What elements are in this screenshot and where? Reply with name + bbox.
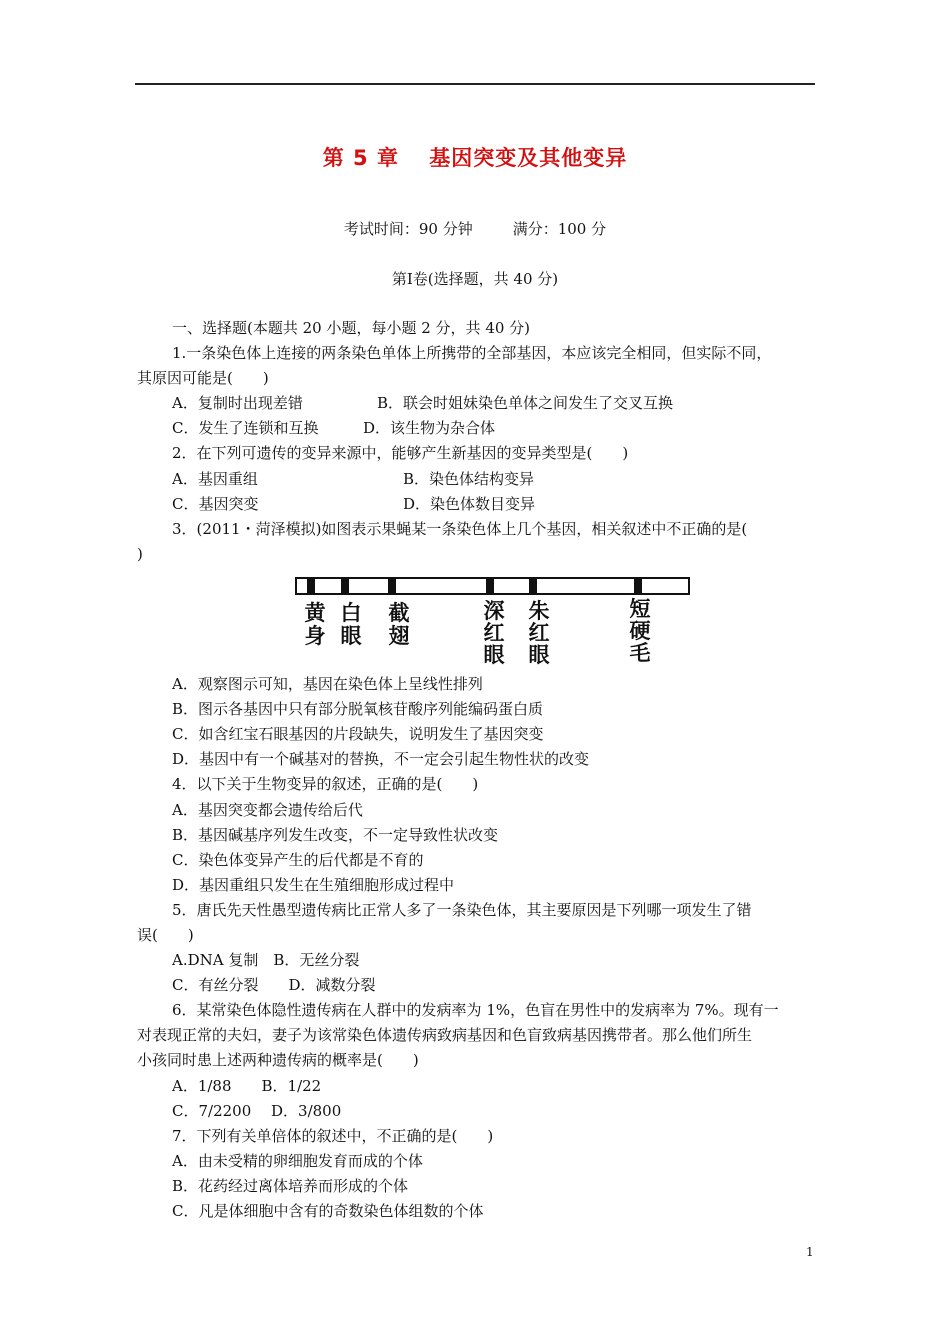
gene-label-3-char-1: 截 <box>388 601 410 625</box>
gene-label-1-char-2: 身 <box>304 624 326 648</box>
q4-option-d: D．基因重组只发生在生殖细胞形成过程中 <box>172 876 455 894</box>
gene-label-2-char-1: 白 <box>340 601 362 625</box>
q7-option-b: B．花药经过离体培养而形成的个体 <box>172 1177 409 1195</box>
gene-label-6-char-2: 硬 <box>629 619 651 643</box>
gene-label-1-char-1: 黄 <box>304 601 326 625</box>
q1-option-b: B．联会时姐妹染色单体之间发生了交叉互换 <box>377 394 674 412</box>
q2-option-d: D．染色体数目变异 <box>403 495 536 513</box>
chromosome-diagram <box>295 577 690 667</box>
q5-options-ab: A.DNA 复制 B．无丝分裂 <box>172 951 360 969</box>
gene-label-5-char-3: 眼 <box>528 643 550 667</box>
q3-option-d: D．基因中有一个碱基对的替换，不一定会引起生物性状的改变 <box>172 750 590 768</box>
gene-label-5-char-2: 红 <box>528 621 550 645</box>
gene-marker-short-bristle <box>634 578 642 594</box>
q3-option-a: A．观察图示可知，基因在染色体上呈线性排列 <box>172 675 483 693</box>
exam-time: 考试时间：90 分钟 <box>343 220 473 238</box>
q2-stem: 2．在下列可遗传的变异来源中，能够产生新基因的变异类型是( ) <box>172 444 629 462</box>
q3-stem-1: 3．(2011・菏泽模拟)如图表示果蝇某一条染色体上几个基因，相关叙述中不正确的是( <box>172 520 748 538</box>
q6-stem-3: 小孩同时患上述两种遗传病的概率是( ) <box>137 1051 419 1069</box>
q5-stem-2: 误( ) <box>137 926 194 944</box>
exam-info <box>0 218 950 239</box>
q4-option-c: C．染色体变异产生的后代都是不育的 <box>172 851 424 869</box>
q1-stem-2: 其原因可能是( ) <box>137 369 269 387</box>
q7-option-a: A．由未受精的卵细胞发育而成的个体 <box>172 1152 423 1170</box>
q3-option-c: C．如含红宝石眼基因的片段缺失，说明发生了基因突变 <box>172 725 544 743</box>
exam-score: 满分：100 分 <box>512 220 607 238</box>
page-number: 1 <box>806 1245 814 1259</box>
gene-marker-cut-wing <box>388 578 396 594</box>
gene-label-6-char-3: 毛 <box>629 641 651 665</box>
q5-options-cd: C．有丝分裂 D．减数分裂 <box>172 976 376 994</box>
q1-option-d: D．该生物为杂合体 <box>363 419 496 437</box>
gene-label-4-char-2: 红 <box>483 621 505 645</box>
q2-option-b: B．染色体结构变异 <box>403 470 535 488</box>
gene-label-3-char-2: 翅 <box>388 624 410 648</box>
q6-stem-2: 对表现正常的夫妇，妻子为该常染色体遗传病致病基因和色盲致病基因携带者。那么他们所生 <box>137 1026 753 1044</box>
header-rule <box>135 83 815 85</box>
q1-option-a: A．复制时出现差错 <box>172 394 303 412</box>
q6-stem-1: 6．某常染色体隐性遗传病在人群中的发病率为 1%，色盲在男性中的发病率为 7%。现有一 <box>172 1001 779 1019</box>
q1-option-c: C．发生了连锁和互换 <box>172 419 319 437</box>
section-heading: 一、选择题(本题共 20 小题，每小题 2 分，共 40 分) <box>172 319 531 337</box>
gene-marker-yellow-body <box>307 578 315 594</box>
q4-stem: 4．以下关于生物变异的叙述，正确的是( ) <box>172 775 479 793</box>
q2-option-c: C．基因突变 <box>172 495 259 513</box>
gene-marker-white-eye <box>341 578 349 594</box>
q6-options-ab: A．1/88 B．1/22 <box>172 1077 322 1095</box>
q3-stem-2: ) <box>137 545 143 563</box>
gene-marker-deep-red-eye <box>486 578 494 594</box>
gene-marker-vermilion-eye <box>529 578 537 594</box>
q3-option-b: B．图示各基因中只有部分脱氧核苷酸序列能编码蛋白质 <box>172 700 544 718</box>
q4-option-a: A．基因突变都会遗传给后代 <box>172 801 363 819</box>
q5-stem-1: 5．唐氏先天性愚型遗传病比正常人多了一条染色体，其主要原因是下列哪一项发生了错 <box>172 901 752 919</box>
q7-stem: 7．下列有关单倍体的叙述中，不正确的是( ) <box>172 1127 494 1145</box>
page-title: 第 5 章 基因突变及其他变异 <box>322 146 628 170</box>
gene-label-2-char-2: 眼 <box>340 624 362 648</box>
q1-stem-1: 1.一条染色体上连接的两条染色单体上所携带的全部基因，本应该完全相同，但实际不同， <box>172 344 772 362</box>
gene-label-4-char-1: 深 <box>483 599 505 623</box>
gene-label-5-char-1: 朱 <box>528 599 550 623</box>
volume-heading: 第Ⅰ卷(选择题，共 40 分) <box>391 270 559 288</box>
q4-option-b: B．基因碱基序列发生改变，不一定导致性状改变 <box>172 826 499 844</box>
gene-label-4-char-3: 眼 <box>483 643 505 667</box>
gene-label-6-char-1: 短 <box>629 597 651 621</box>
q6-options-cd: C．7/2200 D．3/800 <box>172 1102 342 1120</box>
q7-option-c: C．凡是体细胞中含有的奇数染色体组数的个体 <box>172 1202 484 1220</box>
q2-option-a: A．基因重组 <box>172 470 258 488</box>
